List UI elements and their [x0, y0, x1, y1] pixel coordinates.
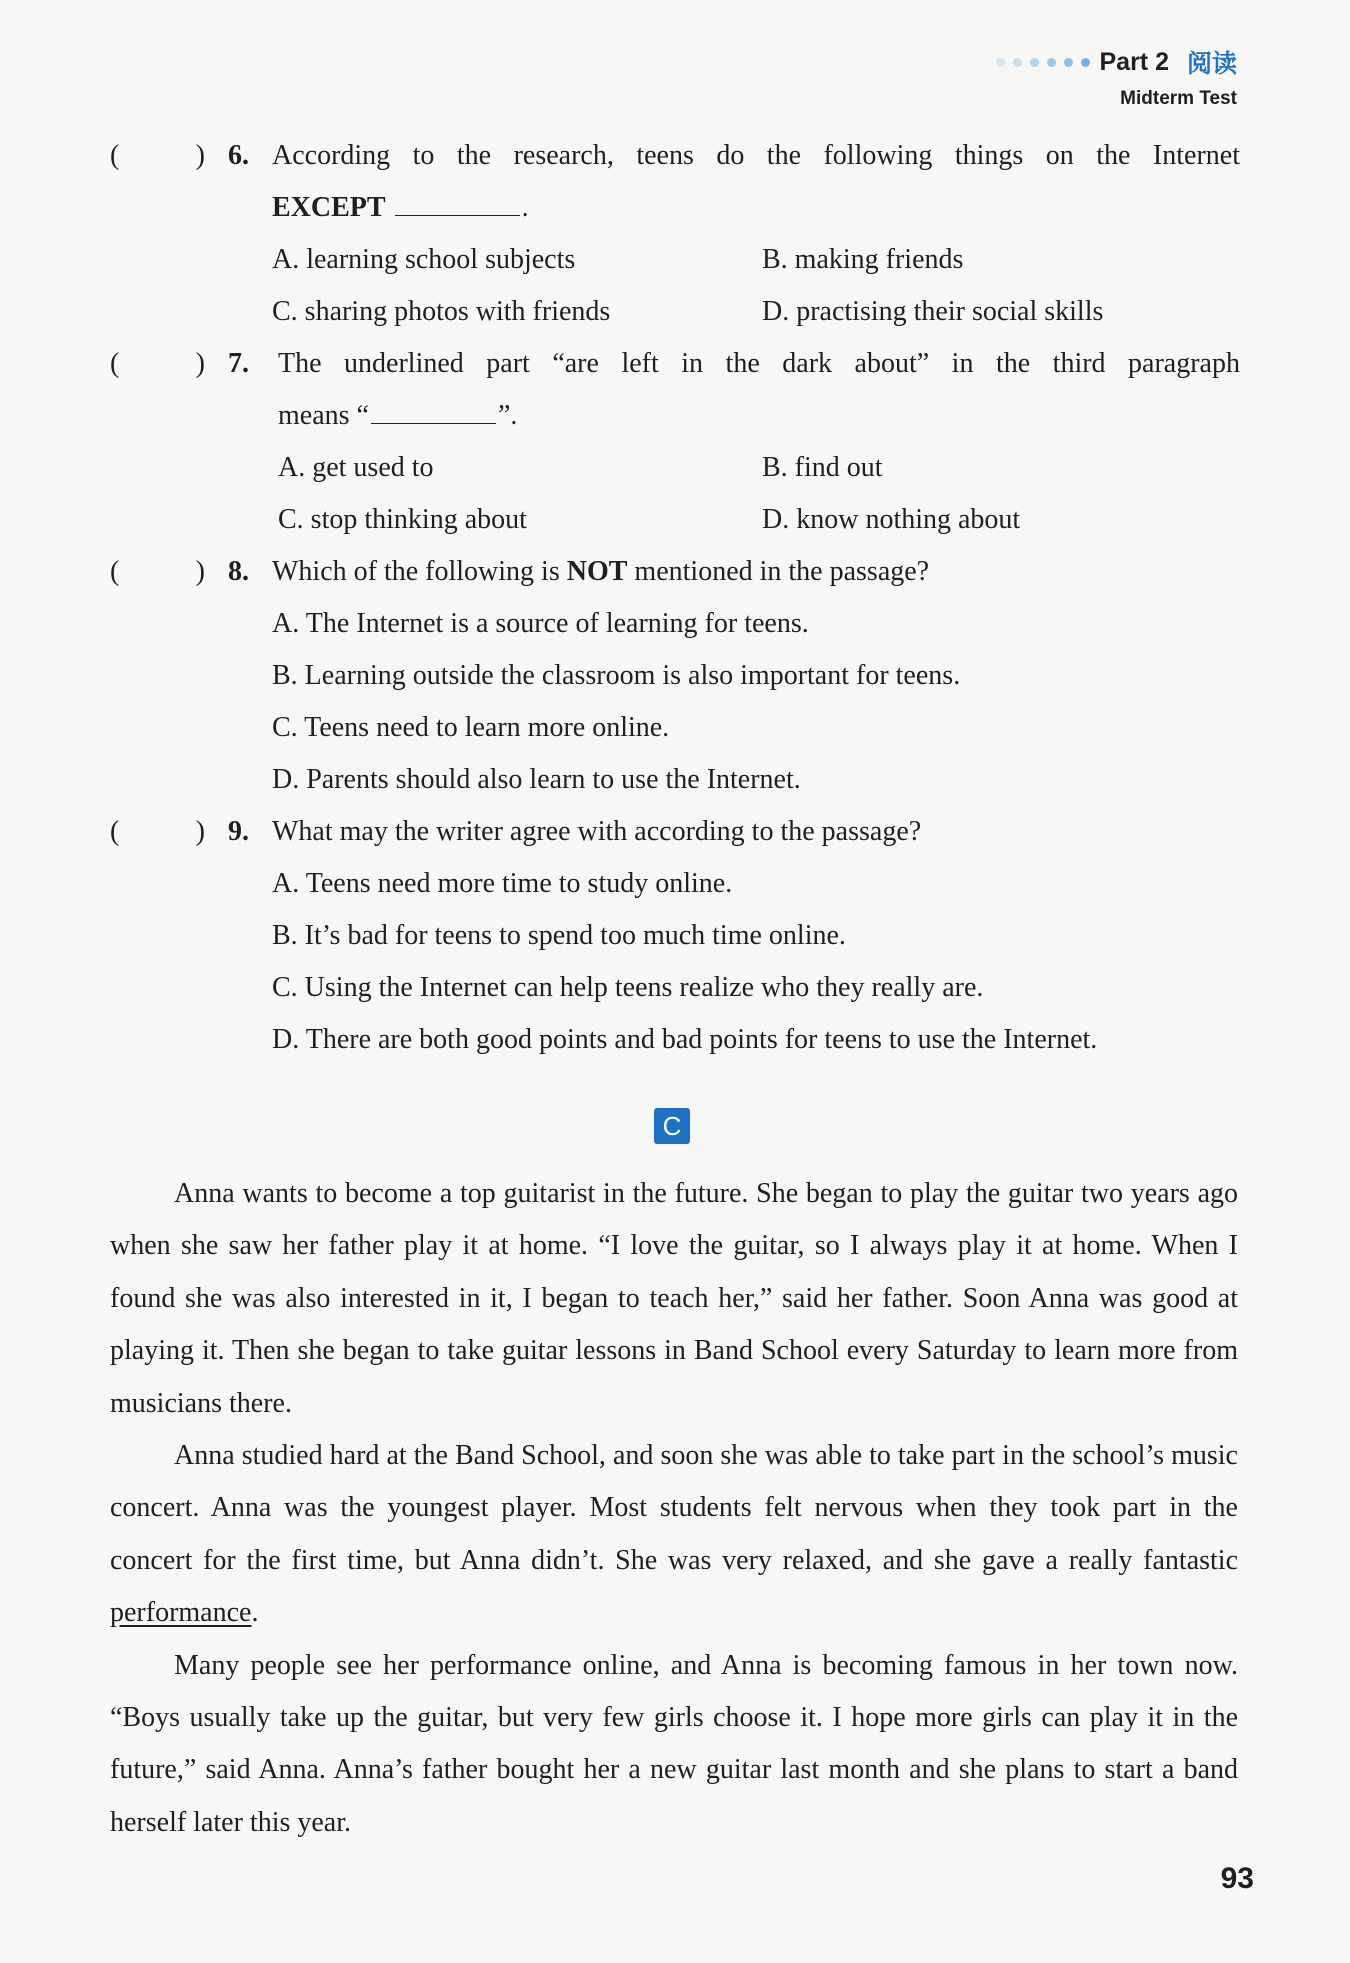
question-stem-line2 [272, 182, 1240, 234]
question-stem: According to the research, teens do the following things on the Internet [272, 140, 1240, 171]
answer-bracket[interactable] [110, 546, 205, 598]
paren-open: ( [110, 556, 120, 587]
underlined-word: performance [110, 1597, 252, 1629]
option-d: D. practising their social skills [762, 296, 1104, 327]
question-7 [110, 338, 1240, 546]
question-number: 8. [228, 556, 249, 587]
option-b: B. find out [762, 452, 883, 483]
option-c: C. Teens need to learn more online. [272, 712, 670, 743]
reading-passage [110, 1168, 1238, 1849]
page-header [996, 44, 1238, 110]
stem-head: Which of the following is [272, 556, 560, 587]
option-b: B. It’s bad for teens to spend too much time online. [272, 920, 846, 951]
answer-bracket[interactable] [110, 806, 205, 858]
paren-open: ( [110, 816, 120, 847]
stem-tail: ”. [497, 400, 518, 431]
passage-paragraph-1: Anna wants to become a top guitarist in the future. She began to play the guitar two years ago when she saw her father play it at home. “I love the guitar, so I always play it at home. When I found she was also interested in it, I began to teach her,” said her father. Soon Anna was good at playing it. Then she began to take guitar lessons in Band School every Saturday to learn more from musicians there. [110, 1178, 1238, 1419]
keyword: EXCEPT [272, 192, 386, 223]
paragraph-text: Anna studied hard at the Band School, and soon she was able to take part in the school’s music concert. Anna was the youngest player. Most students felt nervous when they took part in the concert for the first time, but Anna didn’t. She was very relaxed, and she gave a really fantastic [110, 1440, 1238, 1576]
question-stem-line2 [272, 390, 1240, 442]
decorative-dots [996, 58, 1090, 67]
option-d: D. There are both good points and bad points for teens to use the Internet. [272, 1024, 1098, 1055]
question-8 [110, 546, 1240, 806]
option-b: B. Learning outside the classroom is also important for teens. [272, 660, 961, 691]
answer-bracket[interactable] [110, 130, 205, 182]
answer-blank [371, 395, 496, 424]
paren-close: ) [195, 556, 205, 587]
paren-open: ( [110, 140, 120, 171]
question-stem: The underlined part “are left in the dark about” in the third paragraph [278, 348, 1240, 379]
stem-tail: . [521, 192, 529, 223]
option-a: A. The Internet is a source of learning for teens. [272, 608, 809, 639]
option-d: D. Parents should also learn to use the Internet. [272, 764, 801, 795]
option-a: A. learning school subjects [272, 244, 576, 275]
stem-head: means “ [278, 400, 369, 431]
answer-bracket[interactable] [110, 338, 205, 390]
keyword: NOT [566, 556, 628, 587]
passage-paragraph-3: Many people see her performance online, and Anna is becoming famous in her town now. “Boys usually take up the guitar, but very few girls choose it. I hope more girls can play it in the future,” said Anna. Anna’s father bought her a new guitar last month and she plans to start a band herself later this year. [110, 1649, 1238, 1838]
option-c: C. sharing photos with friends [272, 296, 611, 327]
question-stem: What may the writer agree with according to the passage? [272, 816, 922, 847]
paren-close: ) [195, 348, 205, 379]
options [272, 234, 1240, 338]
question-number: 6. [228, 140, 249, 171]
question-9 [110, 806, 1240, 1066]
header-part-cn: 阅读 [1186, 49, 1237, 78]
option-a: A. Teens need more time to study online. [272, 868, 733, 899]
paragraph-tail: . [251, 1597, 259, 1629]
question-number: 9. [228, 816, 249, 847]
stem-tail: mentioned in the passage? [634, 556, 930, 587]
question-list [110, 130, 1240, 1066]
page-number: 93 [1220, 1862, 1254, 1895]
options [272, 442, 1240, 546]
paren-close: ) [195, 140, 205, 171]
option-a: A. get used to [278, 452, 434, 483]
question-6 [110, 130, 1240, 338]
option-b: B. making friends [762, 244, 964, 275]
option-c: C. Using the Internet can help teens realize who they really are. [272, 972, 984, 1003]
paren-open: ( [110, 348, 120, 379]
option-d: D. know nothing about [762, 504, 1021, 535]
section-badge: C [654, 1108, 690, 1144]
question-number: 7. [228, 348, 249, 379]
header-part: Part 2 [1099, 47, 1169, 76]
answer-blank [395, 187, 520, 216]
paren-close: ) [195, 816, 205, 847]
passage-paragraph-2 [110, 1430, 1238, 1640]
question-stem [272, 546, 1240, 598]
header-subtitle: Midterm Test [1120, 88, 1237, 109]
option-c: C. stop thinking about [278, 504, 527, 535]
